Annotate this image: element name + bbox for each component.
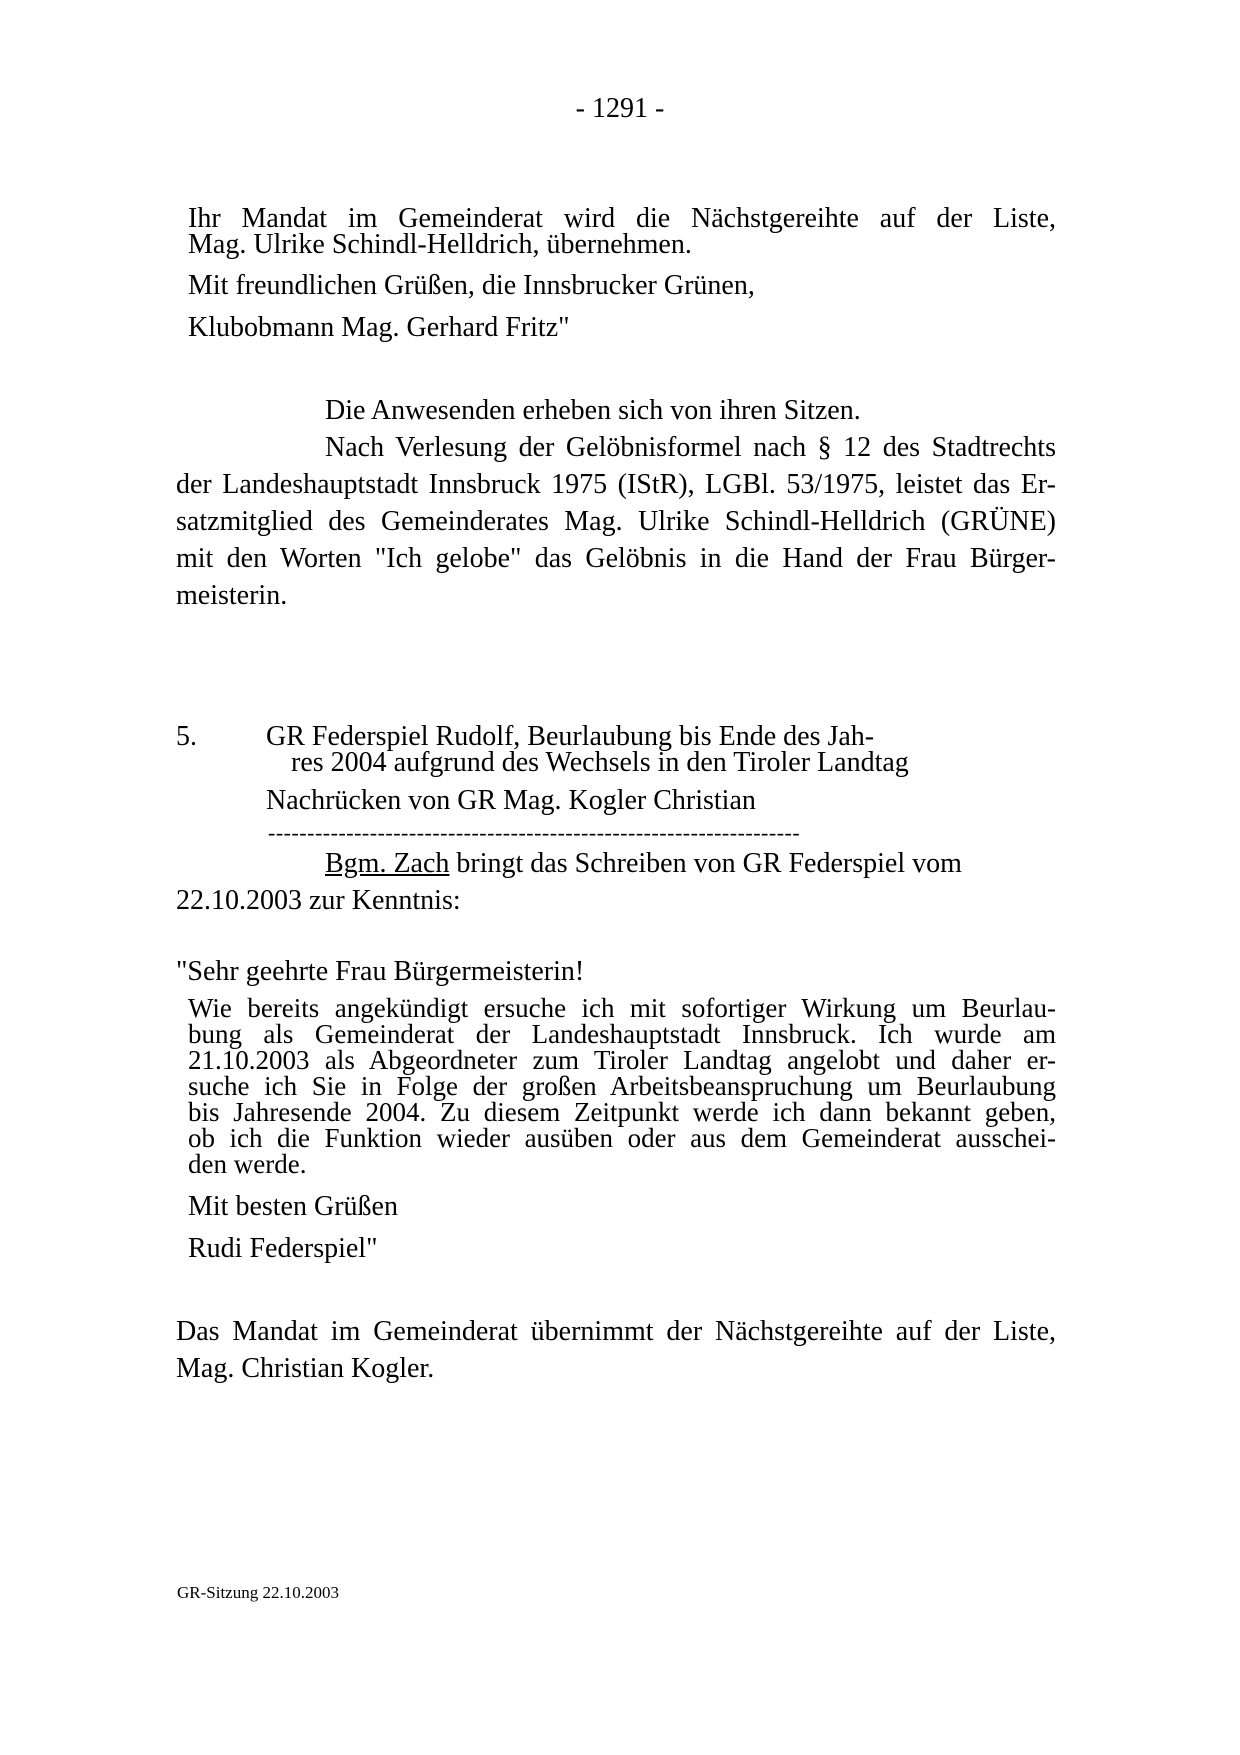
letter1-line1: Ihr Mandat im Gemeinderat wird die Nächstgereihte auf der Liste, [188, 203, 1056, 234]
intro-rest: bringt das Schreiben von GR Federspiel vom [449, 848, 962, 879]
page-number: - 1291 - [575, 93, 665, 124]
item-number: 5. [176, 721, 197, 752]
letter1-signature: Klubobmann Mag. Gerhard Fritz" [188, 312, 570, 343]
oath-line6: meisterin. [176, 580, 288, 611]
conclusion-line2: Mag. Christian Kogler. [176, 1353, 435, 1384]
letter2-salutation: "Sehr geehrte Frau Bürgermeisterin! [176, 956, 585, 987]
intro-line2: 22.10.2003 zur Kenntnis: [176, 885, 461, 916]
item-title-line1: GR Federspiel Rudolf, Beurlaubung bis Ende des Jah- [266, 721, 875, 752]
item-title-line3: Nachrücken von GR Mag. Kogler Christian [266, 785, 756, 816]
conclusion-line1: Das Mandat im Gemeinderat übernimmt der Nächstgereihte auf der Liste, [176, 1316, 1056, 1347]
speaker-name: Bgm. Zach [325, 848, 450, 879]
letter1-line2: Mag. Ulrike Schindl-Helldrich, übernehmen. [188, 229, 692, 260]
oath-line1: Die Anwesenden erheben sich von ihren Sitzen. [325, 395, 861, 426]
oath-line4: satzmitglied des Gemeinderates Mag. Ulrike Schindl-Helldrich (GRÜNE) [176, 506, 1056, 537]
letter2-line1: Wie bereits angekündigt ersuche ich mit sofortiger Wirkung um Beurlau- [188, 993, 1056, 1023]
letter2-line7: den werde. [188, 1149, 307, 1179]
letter2-closing: Mit besten Grüßen [188, 1191, 398, 1222]
letter2-line4: suche ich Sie in Folge der großen Arbeitsbeanspruchung um Beurlaubung [188, 1071, 1056, 1101]
footer-session-date: GR-Sitzung 22.10.2003 [177, 1583, 339, 1602]
letter2-line6: ob ich die Funktion wieder ausüben oder aus dem Gemeinderat ausschei- [188, 1123, 1056, 1153]
letter2-line2: bung als Gemeinderat der Landeshauptstadt Innsbruck. Ich wurde am [188, 1019, 1056, 1049]
letter1-greeting: Mit freundlichen Grüßen, die Innsbrucker Grünen, [188, 270, 755, 301]
letter2-signature: Rudi Federspiel" [188, 1233, 378, 1264]
item-separator: -------------------------------------------------------------------- [268, 820, 801, 845]
letter2-line5: bis Jahresende 2004. Zu diesem Zeitpunkt werde ich dann bekannt geben, [188, 1097, 1056, 1127]
oath-line5: mit den Worten "Ich gelobe" das Gelöbnis in die Hand der Frau Bürger- [176, 543, 1056, 574]
oath-line2: Nach Verlesung der Gelöbnisformel nach § 12 des Stadtrechts [325, 432, 1056, 463]
item-title-line2: res 2004 aufgrund des Wechsels in den Tiroler Landtag [291, 747, 909, 778]
intro-line1 [325, 847, 962, 881]
letter2-line3: 21.10.2003 als Abgeordneter zum Tiroler Landtag angelobt und daher er- [188, 1045, 1056, 1075]
oath-line3: der Landeshauptstadt Innsbruck 1975 (IStR), LGBl. 53/1975, leistet das Er- [176, 469, 1056, 500]
